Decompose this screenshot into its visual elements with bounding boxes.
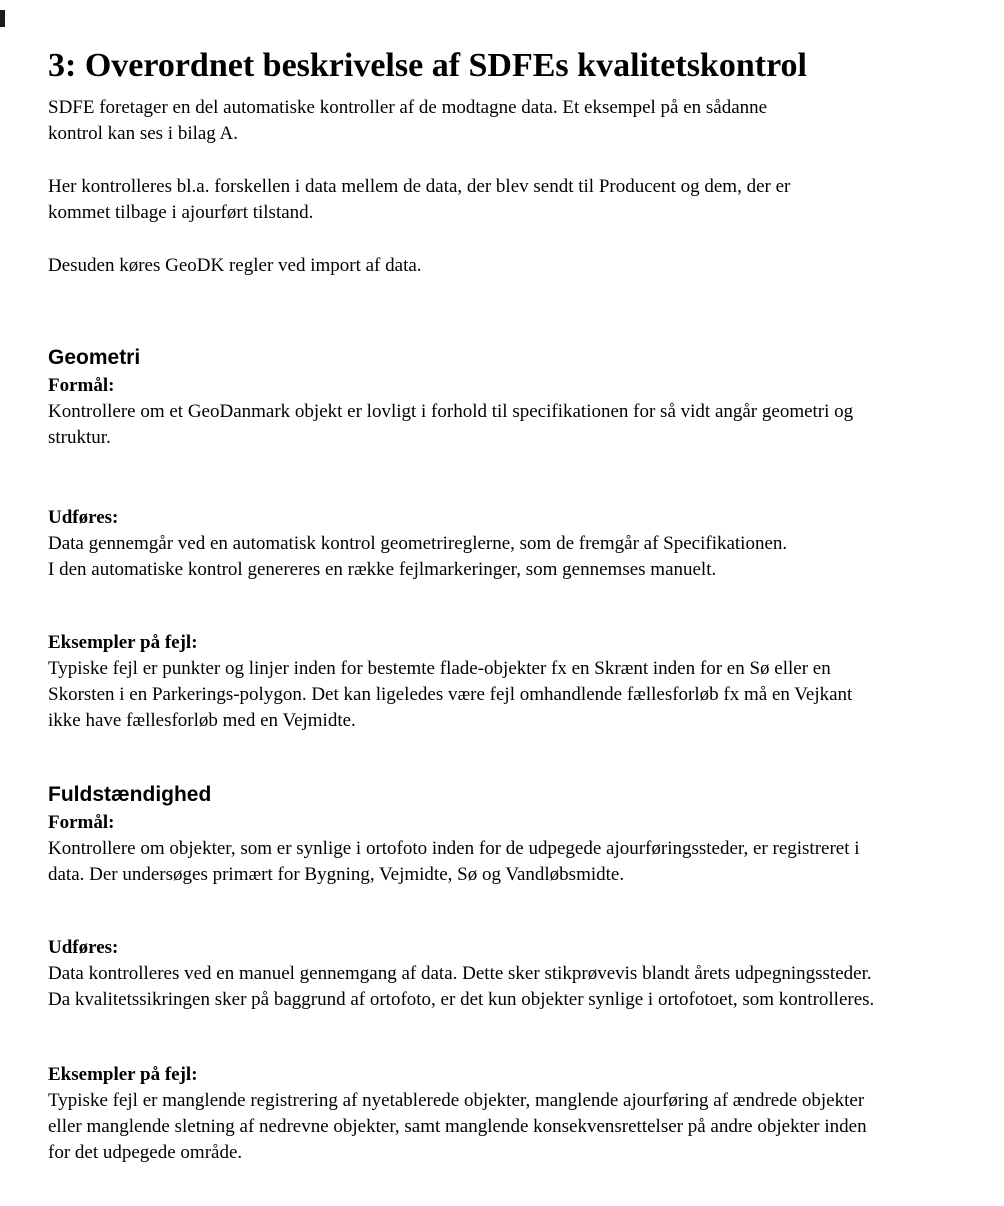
text-line: ikke have fællesforløb med en Vejmidte. [48, 710, 356, 731]
subsection-formaal [48, 810, 978, 888]
text-line: Kontrollere om objekter, som er synlige i ortofoto inden for de udpegede ajourføringssteder, er registreret i [48, 838, 860, 859]
text-line: I den automatiske kontrol genereres en række fejlmarkeringer, som gennemses manuelt. [48, 559, 717, 580]
subsection-label: Eksempler på fejl: [48, 632, 198, 653]
text-line: kontrol kan ses i bilag A. [48, 123, 238, 144]
text-line: Skorsten i en Parkerings-polygon. Det kan ligeledes være fejl omhandlende fællesforløb fx må en Vejkant [48, 684, 853, 705]
intro-paragraph [48, 95, 978, 147]
section-geometri [48, 345, 978, 734]
section-heading: Fuldstændighed [48, 783, 212, 806]
text-line: eller manglende sletning af nedrevne objekter, samt manglende konsekvensrettelser på andre objekter inden [48, 1116, 867, 1137]
text-line: Data kontrolleres ved en manuel gennemgang af data. Dette sker stikprøvevis blandt årets udpegningssteder. [48, 963, 872, 984]
intro-paragraph [48, 253, 978, 279]
subsection-body [48, 399, 978, 451]
subsection-udfoeres [48, 935, 978, 1013]
section-heading: Geometri [48, 346, 141, 369]
subsection-label: Udføres: [48, 507, 119, 528]
text-line: SDFE foretager en del automatiske kontroller af de modtagne data. Et eksempel på en sådanne [48, 97, 768, 118]
text-line: Typiske fejl er manglende registrering af nyetablerede objekter, manglende ajourføring af ændrede objekter [48, 1090, 865, 1111]
subsection-label: Udføres: [48, 937, 119, 958]
subsection-body [48, 656, 978, 734]
subsection-eksempler-paa-fejl [48, 1062, 978, 1166]
page-title: 3: Overordnet beskrivelse af SDFEs kvalitetskontrol [48, 47, 807, 84]
text-line: Data gennemgår ved en automatisk kontrol geometrireglerne, som de fremgår af Specifikationen. [48, 533, 788, 554]
text-line: Desuden køres GeoDK regler ved import af data. [48, 255, 422, 276]
subsection-body [48, 961, 978, 1013]
text-line: for det udpegede område. [48, 1142, 243, 1163]
intro-paragraph [48, 174, 978, 226]
text-line: Typiske fejl er punkter og linjer inden for bestemte flade-objekter fx en Skrænt inden for en Sø eller en [48, 658, 831, 679]
subsection-label: Eksempler på fejl: [48, 1064, 198, 1085]
document-content [48, 46, 978, 1166]
subsection-body [48, 1088, 978, 1166]
text-line: kommet tilbage i ajourført tilstand. [48, 202, 314, 223]
subsection-formaal [48, 373, 978, 451]
subsection-label: Formål: [48, 375, 115, 396]
text-line: Kontrollere om et GeoDanmark objekt er lovligt i forhold til specifikationen for så vidt angår geometri og [48, 401, 854, 422]
subsection-body [48, 531, 978, 583]
page-edge-mark [0, 10, 5, 27]
text-line: Her kontrolleres bl.a. forskellen i data mellem de data, der blev sendt til Producent og dem, der er [48, 176, 791, 197]
subsection-eksempler-paa-fejl [48, 630, 978, 734]
subsection-udfoeres [48, 505, 978, 583]
subsection-body [48, 836, 978, 888]
text-line: data. Der undersøges primært for Bygning, Vejmidte, Sø og Vandløbsmidte. [48, 864, 625, 885]
section-fuldstaendighed [48, 782, 978, 1166]
text-line: struktur. [48, 427, 111, 448]
text-line: Da kvalitetssikringen sker på baggrund af ortofoto, er det kun objekter synlige i ortofotoet, som kontrolleres. [48, 989, 875, 1010]
subsection-label: Formål: [48, 812, 115, 833]
